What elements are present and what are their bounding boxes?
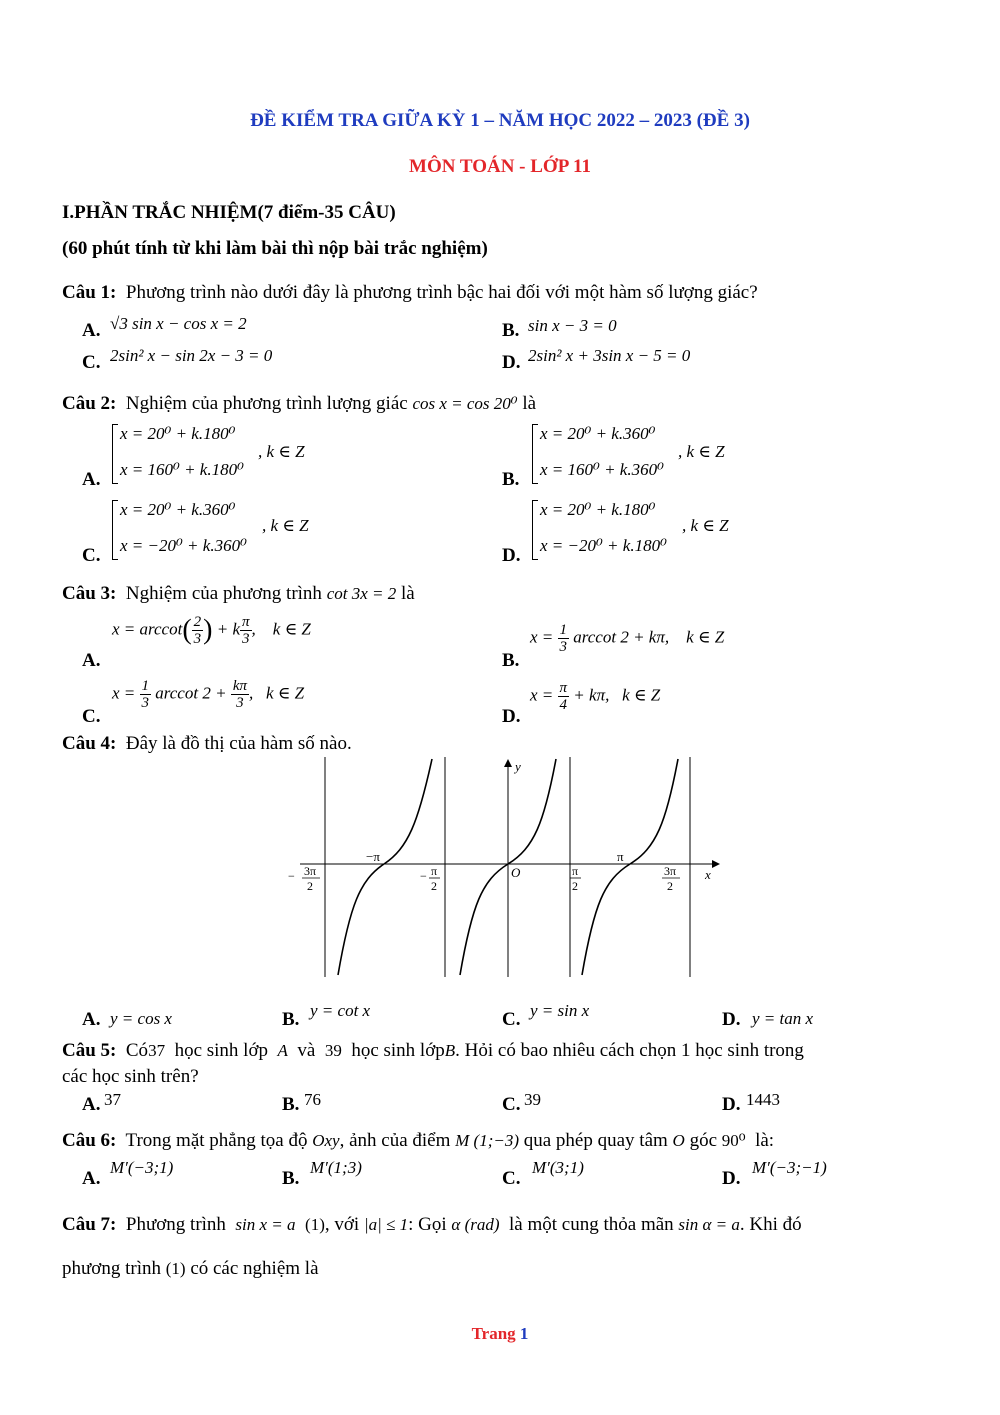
q6-text3: qua phép quay tâm — [523, 1130, 668, 1151]
question-1 — [62, 282, 758, 304]
curve-branch-1 — [338, 759, 432, 975]
q7-line2c: có các nghiệm là — [190, 1258, 319, 1279]
q7-equation: sin x = a — [235, 1215, 296, 1234]
q3-option-a-label[interactable]: A. — [82, 650, 101, 671]
q2-b-kz: , k ∈ Z — [678, 442, 725, 461]
q5-option-b: 76 — [304, 1090, 321, 1109]
q6-text4: góc — [689, 1130, 718, 1151]
q5-option-a-label[interactable]: A. — [82, 1094, 101, 1115]
q5-n2: 39 — [324, 1041, 342, 1060]
q5-class-a: A — [277, 1041, 288, 1060]
q2-option-b-label[interactable]: B. — [502, 469, 520, 490]
q2-equation: cos x = cos 20⁰ — [412, 394, 518, 413]
q5-text4: học sinh lớp — [351, 1040, 445, 1061]
q6-text2: , ảnh của điểm — [339, 1130, 451, 1151]
q2-b-line1: x = 20⁰ + k.360⁰ — [540, 424, 656, 443]
q2-d-line2: x = −20⁰ + k.180⁰ — [540, 536, 667, 555]
tick-neg-3pi2-minus: − — [288, 869, 295, 883]
q6-option-c: M′(3;1) — [532, 1158, 584, 1177]
q5-text1: Có — [125, 1040, 149, 1061]
q5-option-d: 1443 — [746, 1090, 780, 1109]
q2-c-bracket — [112, 500, 118, 560]
question-6 — [62, 1130, 774, 1152]
q7-text2: , với — [324, 1214, 360, 1235]
q7-text5: . Khi đó — [739, 1214, 802, 1235]
q2-d-line1: x = 20⁰ + k.180⁰ — [540, 500, 656, 519]
tangent-graph — [280, 755, 720, 980]
q2-option-c-label[interactable]: C. — [82, 545, 101, 566]
question-2 — [62, 393, 536, 415]
q2-a-kz: , k ∈ Z — [258, 442, 305, 461]
q2-c-line2: x = −20⁰ + k.360⁰ — [120, 536, 247, 555]
q3-c-kz: k ∈ Z — [266, 683, 305, 703]
question-4 — [62, 733, 352, 755]
q3-label: Câu 3: — [62, 583, 117, 604]
q4-option-a-label[interactable]: A. — [82, 1009, 101, 1030]
q6-text5: là: — [755, 1130, 775, 1151]
q4-option-c: y = sin x — [530, 1001, 590, 1020]
q6-center: O — [672, 1131, 685, 1150]
q2-b-bracket — [532, 424, 538, 484]
tick-pi2-num: π — [572, 864, 579, 878]
q2-option-a-label[interactable]: A. — [82, 469, 101, 490]
q1-option-a: √3 sin x − cos x = 2 — [110, 314, 247, 333]
q3-text: Nghiệm của phương trình — [125, 583, 322, 604]
q6-label: Câu 6: — [62, 1130, 117, 1151]
q6-option-a-label[interactable]: A. — [82, 1168, 101, 1189]
exam-subtitle: MÔN TOÁN - LỚP 11 — [409, 156, 591, 177]
q3-option-a: x = arccot( $\frac{2}{3}$ ) + k $\frac{\pi}{3}$ , k ∈ Z — [112, 614, 311, 647]
question-5 — [62, 1040, 804, 1062]
q5-text3: và — [297, 1040, 316, 1061]
q6-option-b: M′(1;3) — [310, 1158, 362, 1177]
tick-neg-3pi2-den: 2 — [307, 879, 313, 893]
tick-pi2-den: 2 — [572, 879, 578, 893]
q7-condition: |a| ≤ 1 — [363, 1215, 409, 1234]
section-heading: I.PHẦN TRẮC NHIỆM(7 điểm-35 CÂU) — [62, 202, 396, 223]
q4-option-b-label[interactable]: B. — [282, 1009, 300, 1030]
q1-option-a-label[interactable]: A. — [82, 320, 101, 341]
q7-text1: Phương trình — [125, 1214, 226, 1235]
pi-label: π — [617, 849, 624, 864]
q2-b-line2: x = 160⁰ + k.360⁰ — [540, 460, 664, 479]
q3-option-b-label[interactable]: B. — [502, 650, 520, 671]
q7-line2b: (1) — [165, 1259, 186, 1278]
origin-label: O — [511, 865, 521, 880]
q1-option-c-label[interactable]: C. — [82, 352, 101, 373]
q4-option-b: y = cot x — [310, 1001, 371, 1020]
q4-option-c-label[interactable]: C. — [502, 1009, 521, 1030]
q4-option-d-label[interactable]: D. — [722, 1009, 741, 1030]
q6-text1: Trong mặt phẳng tọa độ — [125, 1130, 308, 1151]
q7-line2a: phương trình — [62, 1258, 161, 1279]
q4-label: Câu 4: — [62, 733, 117, 754]
section-note: (60 phút tính từ khi làm bài thì nộp bài trắc nghiệm) — [62, 238, 488, 259]
q3-a-kz: k ∈ Z — [272, 619, 311, 639]
q1-option-d-label[interactable]: D. — [502, 352, 521, 373]
q1-option-d: 2sin² x + 3sin x − 5 = 0 — [528, 346, 691, 365]
footer-label: Trang — [471, 1324, 516, 1343]
question-3 — [62, 583, 415, 605]
q3-option-d-label[interactable]: D. — [502, 706, 521, 727]
q5-line2: các học sinh trên? — [62, 1066, 199, 1087]
q2-d-bracket — [532, 500, 538, 560]
y-axis-arrow — [504, 759, 512, 767]
q2-a-line2: x = 160⁰ + k.180⁰ — [120, 460, 244, 479]
x-axis-arrow — [712, 860, 720, 868]
q3-option-c-label[interactable]: C. — [82, 706, 101, 727]
q2-c-kz: , k ∈ Z — [262, 516, 309, 535]
tick-neg-pi2-minus: − — [420, 869, 427, 883]
q5-option-c: 39 — [524, 1090, 541, 1109]
y-axis-label: y — [515, 759, 521, 774]
q6-option-d-label[interactable]: D. — [722, 1168, 741, 1189]
q3-b-kz: k ∈ Z — [686, 627, 725, 647]
q4-option-d: y = tan x — [752, 1009, 814, 1028]
tick-neg-3pi2-num: 3π — [304, 864, 317, 878]
q4-option-a: y = cos x — [110, 1009, 172, 1028]
q2-a-line1: x = 20⁰ + k.180⁰ — [120, 424, 236, 443]
q5-option-d-label[interactable]: D. — [722, 1094, 741, 1115]
q7-alpha: α (rad) — [451, 1215, 500, 1234]
q5-text2: học sinh lớp — [174, 1040, 268, 1061]
q3-option-c: x = $\frac{1}{3}$ arccot 2 + $\frac{k\pi}{3}$ , k ∈ Z — [112, 678, 305, 711]
q1-text: Phương trình nào dưới đây là phương trình bậc hai đối với một hàm số lượng giác? — [125, 282, 758, 303]
q7-text3: : Gọi — [408, 1214, 447, 1235]
q2-text: Nghiệm của phương trình lượng giác — [125, 393, 408, 414]
q3-d-kz: k ∈ Z — [622, 685, 661, 705]
q6-option-c-label[interactable]: C. — [502, 1168, 521, 1189]
footer-page-number: 1 — [519, 1324, 529, 1343]
q5-n1: 37 — [148, 1041, 166, 1060]
q6-option-a: M′(−3;1) — [110, 1158, 174, 1177]
q6-option-d: M′(−3;−1) — [752, 1158, 827, 1177]
q5-option-b-label[interactable]: B. — [282, 1094, 300, 1115]
q6-option-b-label[interactable]: B. — [282, 1168, 300, 1189]
tick-neg-pi2-den: 2 — [431, 879, 437, 893]
q2-d-kz: , k ∈ Z — [682, 516, 729, 535]
q1-label: Câu 1: — [62, 282, 117, 303]
q2-tail: là — [522, 393, 537, 414]
exam-title: ĐỀ KIỂM TRA GIỮA KỲ 1 – NĂM HỌC 2022 – 2023 (ĐỀ 3) — [250, 110, 750, 131]
tick-3pi2-den: 2 — [667, 879, 673, 893]
q5-class-b: B — [444, 1041, 456, 1060]
x-axis-label: x — [705, 867, 711, 882]
q2-a-bracket — [112, 424, 118, 484]
q6-oxy: Oxy — [312, 1131, 340, 1150]
q7-text4: là một cung thỏa mãn — [509, 1214, 674, 1235]
q3-option-d: x = $\frac{\pi}{4}$ + kπ, k ∈ Z — [530, 680, 661, 713]
tick-3pi2-num: 3π — [664, 864, 677, 878]
q5-option-a: 37 — [104, 1090, 121, 1109]
neg-pi-label: −π — [366, 849, 380, 864]
page-footer — [0, 1324, 1000, 1344]
q5-label: Câu 5: — [62, 1040, 117, 1061]
q1-option-c: 2sin² x − sin 2x − 3 = 0 — [110, 346, 273, 365]
q2-c-line1: x = 20⁰ + k.360⁰ — [120, 500, 236, 519]
q5-text5: . Hỏi có bao nhiêu cách chọn 1 học sinh trong — [455, 1040, 804, 1061]
q7-line2 — [62, 1258, 319, 1280]
q3-tail: là — [400, 583, 415, 604]
q1-option-b-label[interactable]: B. — [502, 320, 520, 341]
q1-option-b: sin x − 3 = 0 — [528, 316, 617, 335]
question-7 — [62, 1214, 802, 1236]
q2-option-d-label[interactable]: D. — [502, 545, 521, 566]
q6-point: M (1;−3) — [455, 1131, 519, 1150]
q7-eq-number: (1) — [305, 1215, 325, 1234]
tick-neg-pi2-num: π — [431, 864, 438, 878]
q7-equation2: sin α = a — [678, 1215, 740, 1234]
q5-option-c-label[interactable]: C. — [502, 1094, 521, 1115]
q4-text: Đây là đồ thị của hàm số nào. — [125, 733, 352, 754]
q2-label: Câu 2: — [62, 393, 117, 414]
q7-label: Câu 7: — [62, 1214, 117, 1235]
q6-angle: 90⁰ — [721, 1131, 746, 1150]
q3-option-b: x = $\frac{1}{3}$ arccot 2 + kπ, k ∈ Z — [530, 622, 725, 655]
q3-equation: cot 3x = 2 — [326, 584, 397, 603]
